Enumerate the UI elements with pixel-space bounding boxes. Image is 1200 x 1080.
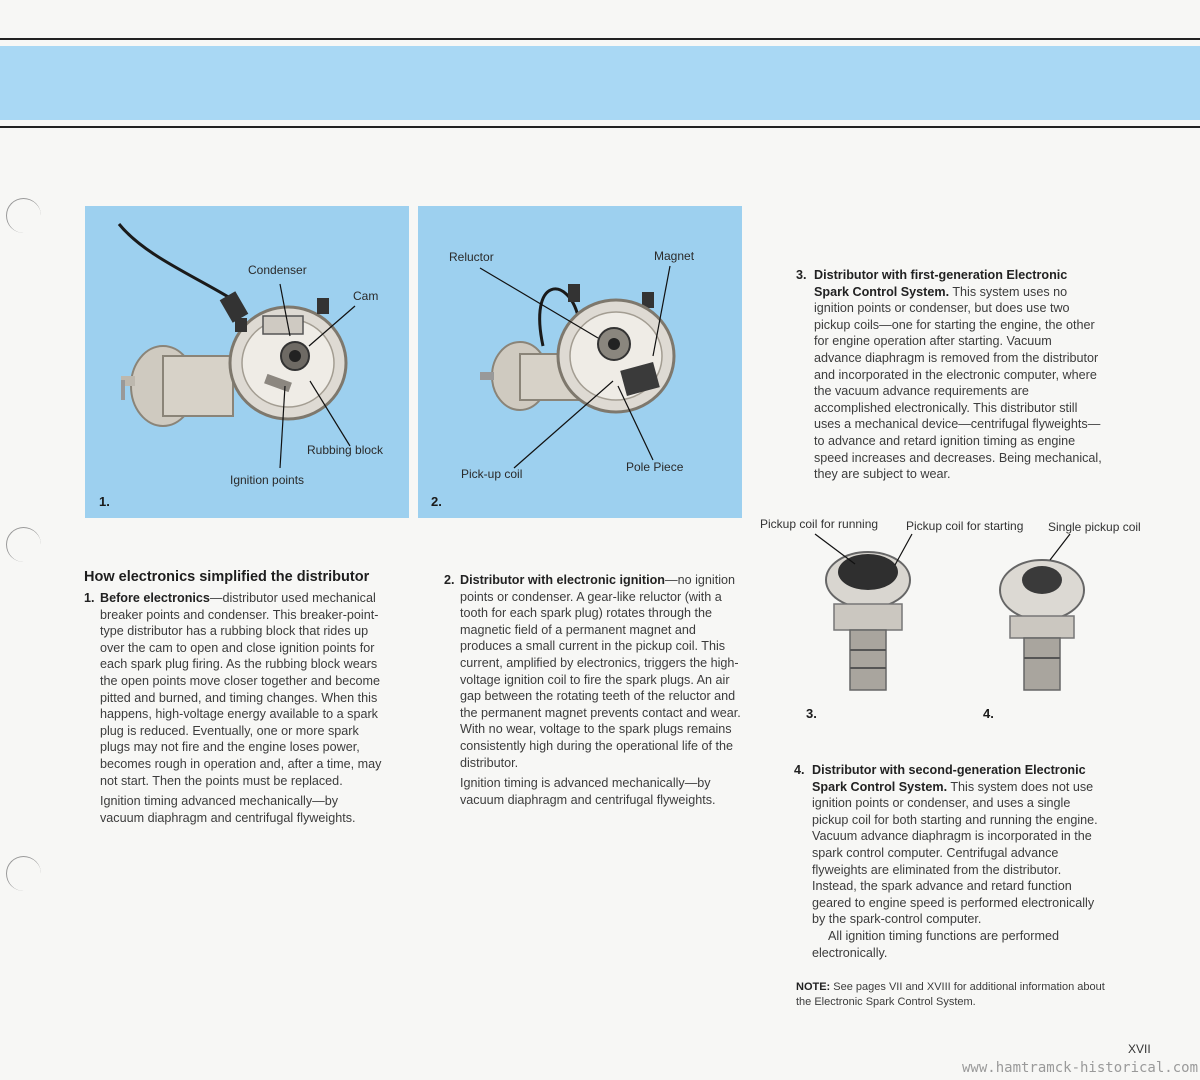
label-magnet: Magnet	[654, 249, 695, 263]
item-4-body: This system does not use ignition points or condenser, and uses a single pickup coil for both starting and running the engine. Vacuum advance diaphragm is incorporated in the spark control computer. Centrifugal advance flyweights are eliminated from the distributor. Instead, the spark advance and retard function geared to engine speed is performed electronically by the spark-control computer.	[812, 779, 1098, 927]
label-pickup-coil-running: Pickup coil for running	[760, 517, 879, 531]
figure-1-number: 1.	[99, 494, 110, 509]
label-pole-piece: Pole Piece	[626, 460, 684, 474]
label-rubbing-block: Rubbing block	[307, 443, 384, 457]
item-1-title: Before electronics	[100, 591, 210, 605]
watermark: www.hamtramck-historical.com	[962, 1060, 1199, 1076]
distributor-points-illustration	[85, 206, 409, 518]
text-item-2	[444, 572, 746, 812]
page-number: XVII	[1128, 1042, 1151, 1056]
binder-hole-2	[6, 527, 41, 562]
item-4-para2: All ignition timing functions are performed electronically.	[812, 928, 1059, 960]
item-3-body: This system uses no ignition points or condenser, but does use two pickup coils—one for starting the engine, the other for engine operation after starting. Vacuum advance diaphragm is removed from the distributor and incorporated in the electronic computer, where the vacuum advance requirements are accomplished electronically. This distributor still uses a mechanical device—centrifugal flyweights—to advance and retard ignition timing as engine speed increases and decreases. Being mechanical, they are subject to wear.	[814, 284, 1102, 482]
label-condenser: Condenser	[248, 263, 307, 277]
item-1-para2: Ignition timing advanced mechanically—by vacuum diaphragm and centrifugal flyweights.	[100, 794, 356, 825]
label-single-pickup-coil: Single pickup coil	[1048, 520, 1141, 534]
figure-4-number: 4.	[983, 706, 994, 721]
header-band	[0, 46, 1200, 120]
text-item-3	[796, 267, 1102, 487]
figure-3-number: 3.	[806, 706, 817, 721]
binder-hole-1	[6, 198, 41, 233]
label-pickup-coil: Pick-up coil	[461, 467, 523, 481]
item-2-dash: —	[665, 573, 678, 587]
figure-2-photo	[418, 206, 742, 518]
item-2-para2: Ignition timing is advanced mechanically—by vacuum diaphragm and centrifugal flyweights.	[460, 776, 716, 807]
note	[796, 980, 1106, 1010]
item-4-title: Distributor with second-generation Electronic Spark Control System.	[812, 763, 1086, 794]
note-text: See pages VII and XVIII for additional information about the Electronic Spark Control System.	[796, 981, 1105, 1008]
item-3-number: 3.	[796, 268, 807, 282]
item-3-title: Distributor with first-generation Electronic Spark Control System.	[814, 268, 1068, 299]
label-cam: Cam	[353, 289, 379, 303]
note-label: NOTE:	[796, 981, 831, 993]
section-heading: How electronics simplified the distributor	[84, 569, 370, 585]
item-1-dash: —	[209, 591, 223, 605]
top-rule	[0, 38, 1200, 40]
item-2-number: 2.	[444, 573, 455, 587]
item-1-number: 1.	[84, 591, 95, 605]
header-rule	[0, 126, 1200, 128]
figure-1-photo	[85, 206, 409, 518]
label-reluctor: Reluctor	[449, 250, 494, 264]
item-2-title: Distributor with electronic ignition	[460, 573, 665, 587]
distributors-esc-illustration	[760, 520, 1160, 720]
text-item-4	[794, 762, 1098, 965]
binder-hole-3	[6, 856, 41, 891]
label-ignition-points: Ignition points	[230, 473, 305, 487]
item-1-body: distributor used mechanical breaker points and condenser. This breaker-point-type distributor has a rubbing block that rides up over the cam to open and close ignition points for each spark plug firing. As the rubbing block wears the open points move closer together and become pitted and burned, and timing changes. When this happens, high-voltage energy available to a spark plug is reduced. Eventually, one or more spark plugs may not fire and the engine loses power, becomes rough in operation and, after a time, may not start. Then the points must be replaced.	[100, 591, 382, 788]
item-4-number: 4.	[794, 763, 805, 777]
figure-2-number: 2.	[431, 494, 442, 509]
text-item-1	[84, 590, 384, 830]
label-pickup-coil-starting: Pickup coil for starting	[906, 519, 1024, 533]
item-2-body: no ignition points or condenser. A gear-like reluctor (with a tooth for each spark plug) rotates through the magnetic field of a permanent magnet and produces a small current in the pickup coil. This current, amplified by electronics, triggers the high-voltage ignition coil to fire the spark plugs. An air gap between the rotating teeth of the reluctor and the permanent magnet prevents contact and wear. With no wear, voltage to the spark plugs remains consistently high during the operational life of the distributor.	[460, 573, 741, 770]
